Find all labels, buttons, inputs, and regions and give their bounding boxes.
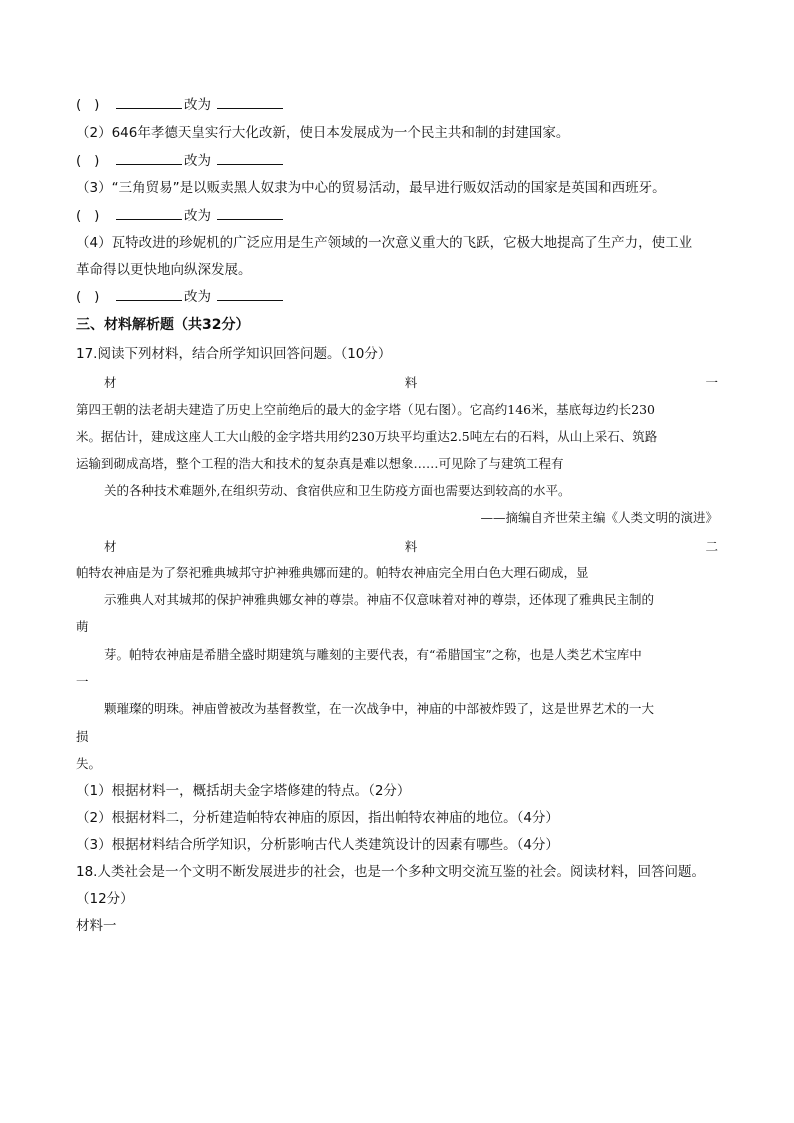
- answer-blank[interactable]: [217, 207, 283, 220]
- material-label-char: 一: [705, 375, 718, 390]
- material-2-line: 损: [76, 729, 89, 744]
- material-2-line: 示雅典人对其城邦的保护神雅典娜女神的尊崇。神庙不仅意味着对神的尊崇，还体现了雅典民主制的: [104, 592, 655, 607]
- answer-blank[interactable]: [116, 152, 182, 165]
- question-17-sub-1: （1）根据材料一，概括胡夫金字塔修建的特点。（2分）: [76, 783, 411, 799]
- material-2-line: 失。: [76, 756, 102, 771]
- material-label-char: 二: [705, 539, 718, 554]
- question-17-sub-2: （2）根据材料二，分析建造帕特农神庙的原因，指出帕特农神庙的地位。（4分）: [76, 810, 559, 826]
- material-2-label: [104, 537, 718, 555]
- answer-blank[interactable]: [116, 207, 182, 220]
- answer-paren: ( ): [76, 208, 100, 224]
- material-2-line: 芽。帕特农神庙是希腊全盛时期建筑与雕刻的主要代表，有“希腊国宝”之称，也是人类艺术宝库中: [104, 647, 642, 662]
- question-3: （3）“三角贸易”是以贩卖黑人奴隶为中心的贸易活动，最早进行贩奴活动的国家是英国和西班牙。: [76, 180, 666, 196]
- answer-paren: ( ): [76, 97, 100, 113]
- material-1-label: [104, 373, 718, 391]
- change-to-label: 改为: [184, 97, 211, 113]
- question-4-line-2: 革命得以更快地向纵深发展。: [76, 262, 252, 278]
- answer-paren: ( ): [76, 289, 100, 305]
- material-1-source: ——摘编自齐世荣主编《人类文明的演进》: [480, 510, 718, 525]
- material-label-char: 材: [104, 375, 117, 390]
- material-label-char: 料: [404, 539, 418, 554]
- question-2: （2）646年孝德天皇实行大化改新，使日本发展成为一个民主共和制的封建国家。: [76, 125, 570, 141]
- material-label-char: 料: [404, 375, 418, 390]
- answer-paren: ( ): [76, 153, 100, 169]
- question-4-line-1: （4）瓦特改进的珍妮机的广泛应用是生产领域的一次意义重大的飞跃，它极大地提高了生产力，使工业: [76, 235, 693, 251]
- answer-row-2: [76, 152, 285, 170]
- answer-row-1: [76, 96, 285, 114]
- material-1-line: 关的各种技术难题外,在组织劳动、食宿供应和卫生防疫方面也需要达到较高的水平。: [104, 483, 571, 498]
- material-1-line: 运输到砌成高塔，整个工程的浩大和技术的复杂真是难以想象……可见除了与建筑工程有: [76, 456, 564, 471]
- answer-row-4: [76, 288, 285, 306]
- change-to-label: 改为: [184, 208, 211, 224]
- material-2-line: 颗璀璨的明珠。神庙曾被改为基督教堂，在一次战争中，神庙的中部被炸毁了，这是世界艺术的一大: [104, 701, 655, 716]
- material-2-line: 一: [76, 674, 89, 689]
- answer-blank[interactable]: [116, 288, 182, 301]
- question-18-stem-line-2: （12分）: [76, 891, 134, 907]
- answer-blank[interactable]: [217, 152, 283, 165]
- answer-row-3: [76, 207, 285, 225]
- question-18-stem-line-1: 18.人类社会是一个文明不断发展进步的社会，也是一个多种文明交流互鉴的社会。阅读材料，回答问题。: [76, 864, 705, 880]
- answer-blank[interactable]: [217, 96, 283, 109]
- section-3-title: 三、材料解析题（共32分）: [76, 317, 250, 333]
- material-2-line: 萌: [76, 619, 89, 634]
- question-18-material-1-label: 材料一: [76, 918, 117, 934]
- answer-blank[interactable]: [217, 288, 283, 301]
- answer-blank[interactable]: [116, 96, 182, 109]
- material-label-char: 材: [104, 539, 117, 554]
- question-17-sub-3: （3）根据材料结合所学知识，分析影响古代人类建筑设计的因素有哪些。（4分）: [76, 837, 559, 853]
- material-1-line: 米。据估计，建成这座人工大山般的金字塔共用约230万块平均重达2.5吨左右的石料，从山上采石、筑路: [76, 429, 658, 444]
- change-to-label: 改为: [184, 153, 211, 169]
- question-17-stem: 17.阅读下列材料，结合所学知识回答问题。（10分）: [76, 346, 392, 362]
- change-to-label: 改为: [184, 289, 211, 305]
- material-2-line: 帕特农神庙是为了祭祀雅典城邦守护神雅典娜而建的。帕特农神庙完全用白色大理石砌成，显: [76, 565, 589, 580]
- material-1-line: 第四王朝的法老胡夫建造了历史上空前绝后的最大的金字塔（见右图）。它高约146米，基底每边约长230: [76, 402, 655, 417]
